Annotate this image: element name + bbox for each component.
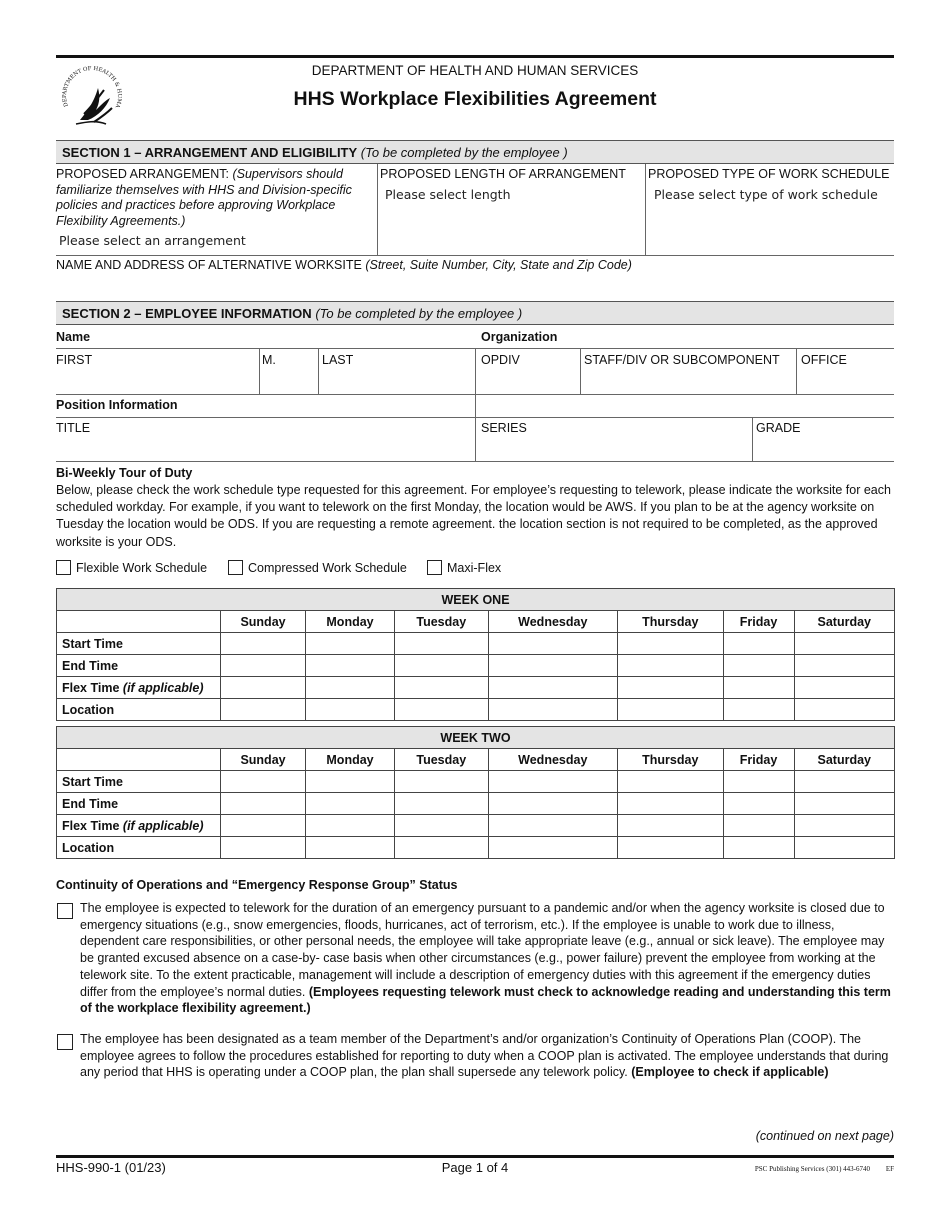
time-cell[interactable] [394,633,488,655]
week-two-title: WEEK TWO [57,727,895,749]
location-cell[interactable] [618,699,724,721]
day-header: Sunday [221,749,306,771]
opdiv-field[interactable]: OPDIV [481,353,520,367]
time-cell[interactable] [794,677,894,699]
length-select[interactable]: Please select length [385,187,511,202]
alt-worksite-label: NAME AND ADDRESS OF ALTERNATIVE WORKSITE [56,258,362,272]
department-name: DEPARTMENT OF HEALTH AND HUMAN SERVICES [311,63,639,78]
divider [645,164,646,255]
time-cell[interactable] [618,793,724,815]
time-cell[interactable] [221,771,306,793]
day-header: Wednesday [488,611,617,633]
time-cell[interactable] [618,655,724,677]
time-cell[interactable] [394,793,488,815]
location-cell[interactable] [394,699,488,721]
location-cell[interactable] [221,837,306,859]
grade-field[interactable]: GRADE [756,421,801,435]
time-cell[interactable] [221,815,306,837]
form-id: HHS-990-1 (01/23) [56,1160,166,1175]
flex-note: (if applicable) [122,680,204,695]
divider [56,417,894,418]
form-title: HHS Workplace Flexibilities Agreement [293,88,657,110]
flex-label: Flex Time [62,818,120,833]
time-cell[interactable] [306,815,395,837]
divider [475,348,476,462]
day-header: Saturday [794,611,894,633]
time-cell[interactable] [794,793,894,815]
time-cell[interactable] [306,655,395,677]
time-cell[interactable] [488,815,617,837]
arrangement-note: (Supervisors should familiarize themselves with HHS and Division-specific policies and practices before approving Workplace Flexibility Agreements.) [56,167,352,228]
location-cell[interactable] [723,699,794,721]
time-cell[interactable] [618,815,724,837]
section2-note: (To be completed by the employee ) [315,306,523,321]
day-header: Sunday [221,611,306,633]
page-number: Page 1 of 4 [441,1160,509,1175]
divider [318,348,319,394]
arrangement-cell [56,167,374,248]
series-field[interactable]: SERIES [481,421,527,435]
divider [259,348,260,394]
time-cell[interactable] [723,633,794,655]
alt-worksite-field[interactable] [56,258,894,272]
coop-team-checkbox[interactable] [57,1034,73,1050]
day-header: Monday [306,749,395,771]
location-cell[interactable] [221,699,306,721]
organization-heading: Organization [481,330,558,344]
time-cell[interactable] [488,771,617,793]
length-label: PROPOSED LENGTH OF ARRANGEMENT [380,167,626,181]
bottom-rule [56,1155,894,1158]
schedule-options [56,560,656,578]
row-label: Start Time [57,771,221,793]
time-cell[interactable] [221,633,306,655]
position-heading: Position Information [56,398,178,412]
emergency-telework-checkbox[interactable] [57,903,73,919]
divider [56,255,894,256]
section1-note: (To be completed by the employee ) [360,145,568,160]
maxi-flex-checkbox[interactable] [427,560,442,575]
time-cell[interactable] [794,655,894,677]
time-cell[interactable] [794,771,894,793]
schedule-type-cell [648,167,896,202]
time-cell[interactable] [618,677,724,699]
emergency-telework-ack: (Employees requesting telework must check to acknowledge reading and understanding this term of the workplace flexibility agreement.) [80,984,891,1016]
tour-heading: Bi-Weekly Tour of Duty [56,466,193,480]
time-cell[interactable] [221,677,306,699]
tour-instructions: Below, please check the work schedule type requested for this agreement. For employee’s requesting to telework, please indicate the worksite for each scheduled workday. For example, if you want to telework on the first Monday, the location would be AWS. If you plan to be at the agency worksite on Tuesday the location would be ODS. If you are requesting a remote agreement. the location section is not required to be completed, as the approved worksite is your ODS. [56,483,891,549]
coop-team-body: The employee has been designated as a team member of the Department’s and/or organization’s Continuity of Operations Plan (COOP). The employee agrees to follow the procedures established for reporting to duty when a COOP plan is activated. The employee understands that during any period that HHS is operating under a COOP plan, the plan shall supersede any telework policy. [80,1032,889,1080]
coop-team-note: (Employee to check if applicable) [631,1065,829,1080]
end-time-row [57,655,895,677]
divider [580,348,581,394]
divider [56,461,894,462]
day-header: Thursday [618,611,724,633]
time-cell[interactable] [794,633,894,655]
time-cell[interactable] [488,655,617,677]
time-cell[interactable] [723,677,794,699]
row-label: End Time [57,655,221,677]
emergency-telework-text [80,900,896,1017]
day-header: Monday [306,611,395,633]
time-cell[interactable] [723,771,794,793]
divider [752,417,753,462]
location-cell[interactable] [306,837,395,859]
maxi-flex-label: Maxi-Flex [447,561,502,575]
day-header: Friday [723,749,794,771]
location-cell[interactable] [488,837,617,859]
time-cell[interactable] [723,815,794,837]
corner-cell [57,611,221,633]
divider [377,164,378,255]
week-two-table [56,726,895,859]
time-cell[interactable] [394,677,488,699]
time-cell[interactable] [306,793,395,815]
flexible-schedule-label: Flexible Work Schedule [76,561,208,575]
flex-time-row [57,815,895,837]
time-cell[interactable] [723,793,794,815]
row-label: End Time [57,793,221,815]
staff-div-field[interactable]: STAFF/DIV OR SUBCOMPONENT [584,353,780,367]
emergency-telework-body: The employee is expected to telework for the duration of an emergency pursuant to a pandemic and/or when the agency worksite is closed due to emergency situations (e.g., snow emergencies, floods, hurricanes, act of terrorism, etc.). If the employee is unable to work due to illness, dependent care responsibilities, or other personal needs, the employee will take appropriate leave (e.g., annual or sick leave). The employee may be granted excused absence on a case-by- case basis when other circumstances (e.g., power failure) prevent the employee from working at the telework site. To the extent practicable, management will include a description of emergency duties with this agreement if the emergency duties differ from the employee’s normal duties. [80,901,885,999]
first-name-field[interactable]: FIRST [56,353,93,367]
time-cell[interactable] [723,655,794,677]
location-cell[interactable] [394,837,488,859]
length-cell [380,167,642,202]
start-time-row [57,633,895,655]
start-time-row [57,771,895,793]
location-cell[interactable] [618,837,724,859]
location-cell[interactable] [794,699,894,721]
top-rule [56,55,894,58]
time-cell[interactable] [618,771,724,793]
coop-team-text [80,1031,896,1081]
schedule-type-select[interactable]: Please select type of work schedule [654,187,878,202]
day-header: Saturday [794,749,894,771]
time-cell[interactable] [221,655,306,677]
divider [796,348,797,394]
coop-heading: Continuity of Operations and “Emergency Response Group” Status [56,878,458,892]
middle-initial-field[interactable]: M. [262,353,276,367]
time-cell[interactable] [394,771,488,793]
arrangement-label: PROPOSED ARRANGEMENT: [56,167,229,181]
flex-label: Flex Time [62,680,120,695]
last-name-field[interactable]: LAST [322,353,354,367]
time-cell[interactable] [794,815,894,837]
flex-note: (if applicable) [122,818,204,833]
ef-mark: EF [885,1165,894,1173]
location-row [57,699,895,721]
row-label [57,815,221,837]
time-cell[interactable] [306,677,395,699]
location-cell[interactable] [794,837,894,859]
time-cell[interactable] [618,633,724,655]
time-cell[interactable] [221,793,306,815]
publisher-note: PSC Publishing Services (301) 443-6740 [754,1165,870,1173]
week-one-title: WEEK ONE [57,589,895,611]
location-cell[interactable] [723,837,794,859]
section2-title: SECTION 2 – EMPLOYEE INFORMATION [62,306,312,321]
location-row [57,837,895,859]
time-cell[interactable] [306,633,395,655]
continued-note: (continued on next page) [755,1129,894,1143]
time-cell[interactable] [394,655,488,677]
divider [56,394,894,395]
time-cell[interactable] [488,633,617,655]
time-cell[interactable] [306,771,395,793]
row-label: Location [57,837,221,859]
compressed-schedule-label: Compressed Work Schedule [248,561,407,575]
day-header: Tuesday [394,611,488,633]
time-cell[interactable] [488,793,617,815]
section1-header [56,140,894,164]
row-label: Start Time [57,633,221,655]
row-label [57,677,221,699]
location-cell[interactable] [306,699,395,721]
day-header: Friday [723,611,794,633]
flex-time-row [57,677,895,699]
schedule-type-label: PROPOSED TYPE OF WORK SCHEDULE [648,167,890,181]
compressed-schedule-checkbox[interactable] [228,560,243,575]
end-time-row [57,793,895,815]
time-cell[interactable] [488,677,617,699]
corner-cell [57,749,221,771]
location-cell[interactable] [488,699,617,721]
flexible-schedule-checkbox[interactable] [56,560,71,575]
title-field[interactable]: TITLE [56,421,91,435]
time-cell[interactable] [394,815,488,837]
svg-text:DEPARTMENT OF HEALTH & HUMAN S: DEPARTMENT OF HEALTH & HUMA [61,65,123,109]
arrangement-select[interactable]: Please select an arrangement [59,233,246,248]
name-heading: Name [56,330,91,344]
day-header: Thursday [618,749,724,771]
section2-header [56,301,894,325]
row-label: Location [57,699,221,721]
office-field[interactable]: OFFICE [801,353,847,367]
day-header: Tuesday [394,749,488,771]
alt-worksite-note: (Street, Suite Number, City, State and Zip Code) [365,258,632,272]
section1-title: SECTION 1 – ARRANGEMENT AND ELIGIBILITY [62,145,358,160]
week-one-table [56,588,895,721]
day-header: Wednesday [488,749,617,771]
